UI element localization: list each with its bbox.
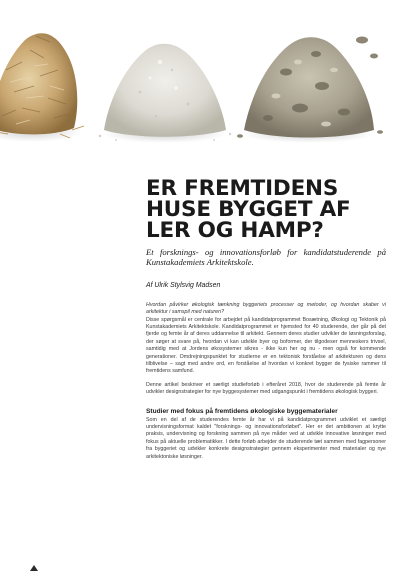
corner-ornament-icon (30, 558, 38, 564)
lime-binder-pile (237, 37, 383, 144)
article (146, 178, 386, 461)
headline-line-2: HUSE BYGGET AF (146, 197, 351, 222)
article-intro: Hvordan påvirker økologisk tænkning byggeriets processer og metoder, og hvordan skaber vi arkitektur i samspil med naturen? (146, 302, 386, 316)
section-paragraph: Som en del af de studerendes femte år har vi på kandidatprogrammet udviklet et særligt undervisningsformat kaldet "forsknings- og innovationsforløbet". Her er det ambitionen at krytte praksis, undervisning og forskning sammen på nye måder ved at udvikle innovative løsninger med fokus på aktuelle problematikker. I dette forløb arbejder de studerende tæt sammen med fagpersoner fra byggeriet og udvikler konkrete designstrategier gennem eksperimenter med materialer og nye arkitektoniske løsninger. (146, 416, 386, 460)
author-byline: Af Ulrik Stylsvig Madsen (146, 282, 221, 289)
headline-line-1: ER FREMTIDENS (146, 176, 339, 201)
body-paragraph-2: Denne artikel beskriver et særligt studieforløb i efteråret 2018, hvor de studerende på femte år udvikler designstrategier for nye byggesystemer med udgangspunkt i fremtidens økologisk byggeri. (146, 381, 386, 396)
section-heading: Studier med fokus på fremtidens økologiske byggematerialer (146, 407, 338, 415)
body-paragraph-1: Disse spørgsmål er centrale for arbejdet på kandidatprogrammet Bosætning, Økologi og Tektonik på Kunstakademiets Arkitektskole. Kandidatprogrammet er hjemsted for 40 studerende, der går på det fjerde og femte år af deres uddannelse til arkitekt. Gennem deres studier udvikler de løsningsforslag, der søger at svare på, hvordan vi kan udvikle byer og boformer, der tilgodeser menneskers trivsel, samtidig med at Jordens økosystemer sikres - ikke kun her og nu - men også for kommende generationer. Omdrejningspunktet for studierne er en tektonisk forståelse af arkitekturen og dens tilblivelse – sagt med andre ord, en forståelse af hvordan vi konkret bygger de fysiske rammer til fremtidens samfund. (146, 316, 386, 375)
clay-powder-pile (99, 44, 231, 143)
article-headline (146, 178, 386, 241)
material-piles-illustration (0, 0, 400, 160)
headline-line-3: LER OG HAMP? (146, 218, 324, 243)
material-piles-photo (0, 0, 400, 160)
hemp-shiv-pile (0, 33, 84, 142)
article-subtitle: Et forsknings- og innovationsforløb for kandidatstuderende på Kunstakademiets Arkitektskole. (146, 247, 386, 267)
